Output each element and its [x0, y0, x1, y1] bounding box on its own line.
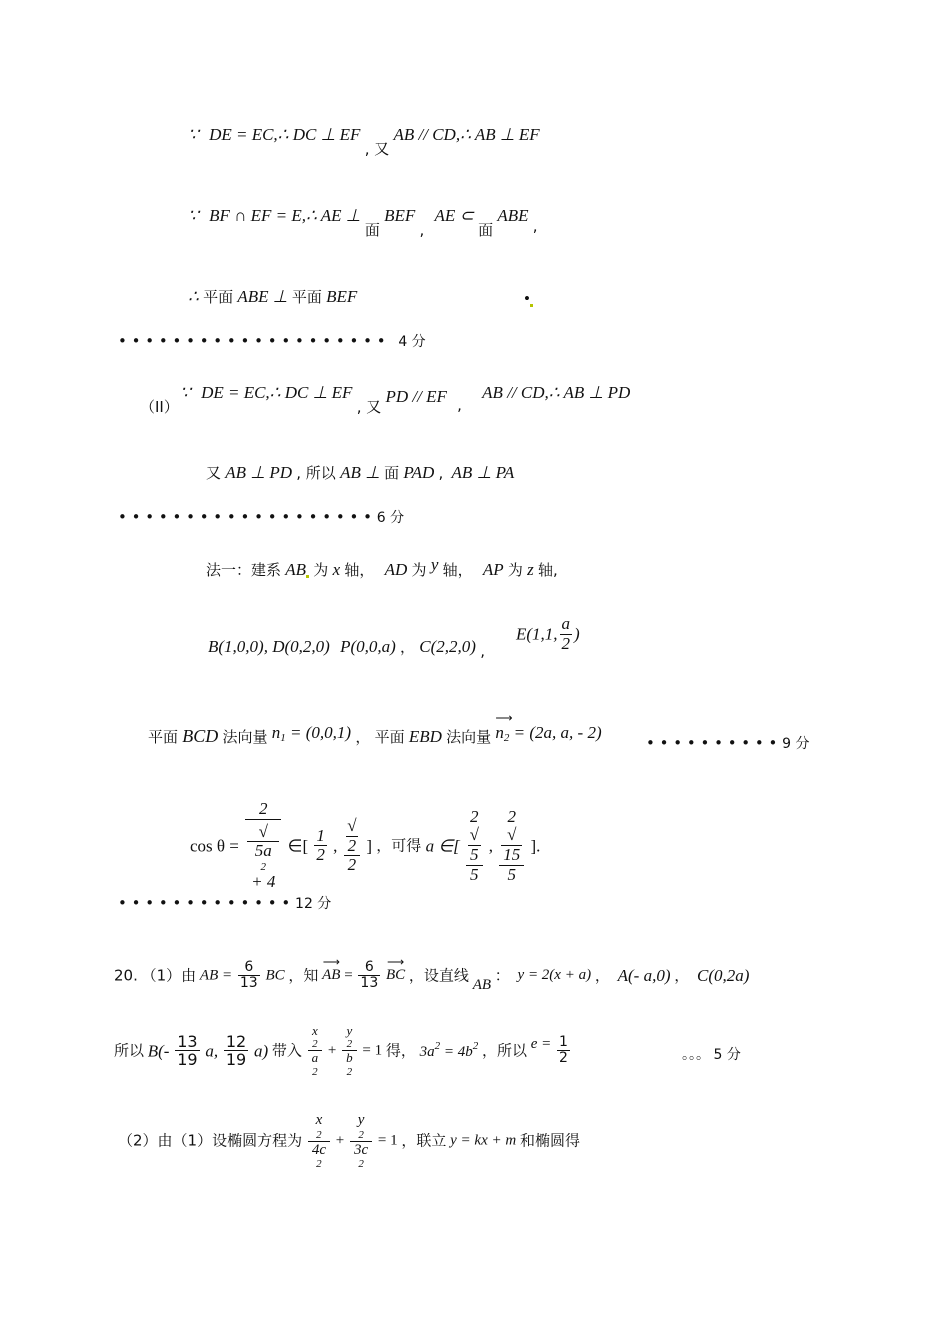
- n2-subscript: 2: [503, 732, 510, 744]
- coef: 2: [507, 806, 516, 826]
- vector-ab: ⟶ AB: [322, 968, 340, 983]
- equals: =: [344, 967, 353, 984]
- normal-n1: [272, 723, 286, 742]
- kede-text: ，可得: [376, 836, 422, 855]
- part-label: （II）: [140, 398, 179, 416]
- axis-word: 轴,: [538, 561, 558, 579]
- plane-name: EBD: [408, 727, 442, 746]
- numerator: √ 2: [344, 817, 361, 856]
- plane-word: 面: [364, 221, 380, 239]
- part2-line: [180, 383, 631, 416]
- denominator: 19: [225, 1050, 247, 1070]
- plane-name: BEF: [384, 206, 416, 225]
- numerator: 2: [245, 800, 281, 820]
- equation: AB ⊥ PA: [451, 463, 515, 482]
- numerator: 13: [177, 1031, 198, 1051]
- shezhi-text: ，设直线: [408, 966, 469, 985]
- point-a: A(- a,0): [617, 966, 671, 986]
- radicand: 15: [503, 844, 521, 864]
- p20-line-3: [118, 1112, 580, 1170]
- coef: 2: [470, 806, 479, 826]
- connector-text: , 又: [364, 140, 390, 158]
- dot-mark: •: [524, 289, 530, 308]
- x-var: x: [315, 1112, 323, 1128]
- x-var: x: [312, 1023, 318, 1038]
- numerator: 1: [559, 1034, 568, 1050]
- b-var: b: [346, 1050, 353, 1066]
- you-word: 又: [206, 464, 222, 482]
- zhi-text: ，知: [288, 966, 319, 985]
- plane-name: PAD: [403, 463, 435, 482]
- rel-right: = 4b: [443, 1044, 473, 1061]
- numerator: 1: [316, 825, 325, 845]
- fraction: [557, 1035, 570, 1067]
- n2-letter: n: [495, 723, 504, 742]
- connector-text: , 所以: [296, 464, 336, 482]
- therefore-symbol: ∴: [188, 287, 199, 306]
- denominator: 3c 2: [353, 1141, 369, 1171]
- because-symbol: ∵: [188, 125, 199, 144]
- wei-word: 为: [313, 561, 329, 579]
- leader-dots: • • • • • • • • • •: [646, 734, 778, 752]
- normal-n2: [495, 724, 509, 744]
- range-high-fraction: [499, 808, 524, 885]
- connector-text: , 又: [356, 398, 382, 416]
- den-b: + 4: [251, 872, 276, 892]
- p20-line-1: [114, 960, 749, 992]
- axis-var: AP: [482, 560, 504, 579]
- score-label: 9 分: [782, 736, 810, 752]
- leader-dots: • • • • • • • • • • • • • • • • • • • •: [118, 332, 386, 350]
- comma: ,: [438, 464, 444, 482]
- numerator: 2 √ 15: [499, 808, 524, 866]
- normal-word: 法向量: [446, 728, 492, 746]
- part2-text: （2）由（1）设椭圆方程为: [118, 1131, 303, 1150]
- n1-value: = (0,0,1): [290, 723, 352, 742]
- a-var: a: [311, 1050, 319, 1066]
- axis-word: 轴，: [442, 561, 473, 579]
- axis-name: y: [430, 555, 439, 574]
- method-line: [206, 555, 558, 579]
- c3-var: 3c: [353, 1141, 369, 1158]
- comma: ,: [419, 221, 425, 239]
- plane-word: 平面: [291, 288, 322, 306]
- equation: AB // CD,∴ AB ⊥ EF: [393, 125, 540, 144]
- equals-one: = 1: [362, 1042, 383, 1059]
- vector-bc: ⟶ BC: [386, 968, 405, 983]
- comma: ,: [333, 836, 338, 856]
- leader-dots: 。。。: [682, 1047, 710, 1063]
- proof-line-1: [188, 125, 540, 158]
- he-text: 和椭圆得: [519, 1131, 580, 1150]
- plus: +: [335, 1132, 345, 1149]
- denominator: 2: [347, 855, 357, 875]
- score-label: 12 分: [295, 896, 332, 912]
- equation: DE = EC,∴ DC ⊥ EF: [201, 383, 353, 402]
- denominator: 5: [507, 864, 516, 884]
- radicand: 5: [470, 844, 479, 864]
- point-p: P(0,0,a): [340, 637, 396, 656]
- comma: ，: [355, 728, 371, 746]
- denominator: 13: [360, 975, 379, 992]
- plus: +: [327, 1042, 337, 1059]
- denominator: 4c 2: [311, 1141, 327, 1171]
- denominator: 13: [239, 975, 258, 992]
- color-mark: [530, 304, 533, 307]
- equation: AB ⊥: [340, 463, 380, 482]
- bc: BC: [265, 967, 285, 984]
- denominator: 5: [470, 864, 479, 884]
- plane-word: 平面: [203, 288, 234, 306]
- equation: DE = EC,∴ DC ⊥ EF: [209, 125, 361, 144]
- equation: BF ∩ EF = E,∴ AE ⊥: [209, 206, 361, 225]
- a-in: a ∈[: [425, 836, 460, 856]
- denominator: 2: [561, 633, 571, 653]
- equals-one: = 1: [377, 1132, 398, 1149]
- fraction: [308, 1112, 330, 1170]
- fraction: [224, 1033, 248, 1069]
- point-c: C(0,2a): [697, 966, 750, 986]
- radicand: [247, 841, 279, 891]
- equation: AE ⊂: [434, 206, 474, 225]
- stray-dot: [524, 290, 533, 307]
- y-var: y: [357, 1112, 365, 1128]
- fraction: [350, 1112, 372, 1170]
- plane-word: 面: [384, 464, 400, 482]
- denominator: b 2: [346, 1050, 353, 1078]
- equation: AB ⊥ PD: [225, 463, 293, 482]
- c4-var: 4c: [311, 1141, 327, 1158]
- numerator: 2 √ 5: [466, 808, 483, 866]
- problem-number: 20.: [114, 966, 138, 985]
- comma: ，: [400, 638, 416, 656]
- cos-fraction: [245, 800, 281, 892]
- axis-name: x: [332, 560, 341, 579]
- part2-label: [140, 398, 179, 415]
- fraction: [342, 1024, 357, 1078]
- de-text: 得，: [385, 1041, 416, 1060]
- score-label: 4 分: [398, 334, 426, 350]
- point-e-open: E(1,1,: [516, 624, 558, 644]
- wei-word: 为: [507, 561, 523, 579]
- because-symbol: ∵: [180, 383, 191, 402]
- separator: ，: [594, 966, 610, 985]
- point-c: C(2,2,0): [419, 637, 476, 656]
- score-5-line: [682, 1048, 741, 1063]
- equation: AB // CD,∴ AB ⊥ PD: [482, 383, 631, 402]
- score-12-line: [118, 893, 331, 913]
- score-label: 5 分: [713, 1047, 741, 1063]
- den-a: 5a: [254, 841, 272, 861]
- axis-var: AB: [285, 560, 307, 579]
- numerator: y 2: [342, 1024, 357, 1051]
- normal-word: 法向量: [222, 728, 268, 746]
- end-bracket: ].: [530, 836, 541, 856]
- numerator: y 2: [350, 1112, 372, 1142]
- colon: ：: [494, 966, 510, 985]
- point-e-close: ): [574, 624, 580, 644]
- comma: ,: [457, 396, 462, 414]
- point-e: [516, 615, 580, 653]
- score-9-line: [646, 733, 810, 753]
- point-b-mid: a,: [205, 1041, 219, 1061]
- fraction: [358, 960, 380, 992]
- p20-line-2: [114, 1024, 572, 1078]
- numerator: x 2: [308, 1024, 323, 1051]
- because-symbol: ∵: [188, 206, 199, 225]
- plane-word: 平面: [374, 728, 405, 746]
- numerator: x 2: [308, 1112, 330, 1142]
- numerator: 6: [358, 960, 380, 976]
- axis-var: AD: [384, 560, 408, 579]
- denominator: 2: [559, 1050, 568, 1067]
- range-low-fraction: [466, 808, 483, 885]
- points-bd: B(1,0,0), D(0,2,0): [208, 637, 330, 656]
- coords-line: [208, 637, 485, 660]
- leader-dots: • • • • • • • • • • • • • • • • • • •: [118, 508, 372, 526]
- close-bracket: ]: [366, 836, 373, 856]
- ab-eq: AB =: [199, 967, 233, 984]
- suoyi-text: 所以: [114, 1041, 145, 1060]
- relation: $3a^2 = 4b^2$: [419, 1040, 479, 1061]
- y-var: y: [346, 1023, 353, 1038]
- point-b-open: B(-: [147, 1041, 170, 1061]
- plane-word: 平面: [148, 728, 179, 746]
- axis-word: 轴，: [344, 561, 375, 579]
- equation: ABE ⊥: [237, 287, 288, 306]
- line-equation: y = 2(x + a): [517, 967, 592, 984]
- plane-name: BCD: [182, 726, 219, 746]
- axis-name: z: [527, 560, 534, 579]
- score-6-line: [118, 507, 404, 527]
- numerator: a: [561, 614, 571, 633]
- proof-line-2: [188, 206, 538, 239]
- denominator: 2: [316, 845, 325, 865]
- n1-letter: n: [271, 723, 281, 742]
- in-bracket: ∈[: [287, 836, 309, 856]
- comma: ,: [488, 836, 493, 856]
- denominator: 19: [177, 1050, 198, 1070]
- normals-line: [148, 723, 602, 748]
- cos-line: [190, 800, 540, 892]
- plane-name: BEF: [326, 287, 358, 306]
- rel-left: 3a: [419, 1044, 435, 1061]
- lianli-text: ，联立: [401, 1131, 447, 1150]
- dairu-text: 带入: [271, 1041, 302, 1060]
- denominator: √ 5a 2 + 4: [245, 820, 281, 892]
- proof-line-5: [206, 464, 514, 481]
- part-label: （1）由: [141, 966, 197, 985]
- plane-name: ABE: [497, 206, 529, 225]
- score-label: 6 分: [376, 510, 405, 526]
- cos-lhs: cos θ =: [190, 836, 239, 856]
- n1-subscript: 1: [280, 732, 286, 744]
- fraction: [175, 1033, 199, 1069]
- separator: ，: [674, 966, 690, 985]
- method-text: 法一：建系: [206, 561, 282, 579]
- eccentricity: e =: [530, 1036, 552, 1053]
- leader-dots: • • • • • • • • • • • • •: [118, 894, 291, 912]
- fraction: [308, 1024, 323, 1078]
- suoyi2-text: ，所以: [481, 1041, 527, 1060]
- comma: ,: [532, 217, 538, 235]
- n2-value: = (2a, a, - 2): [513, 723, 602, 742]
- wei-word: 为: [411, 561, 427, 579]
- point-b-close: a): [253, 1041, 269, 1061]
- comma: ,: [480, 642, 485, 660]
- score-4-line: [118, 331, 426, 351]
- exponent: 2: [260, 861, 267, 874]
- radicand: 2: [347, 835, 357, 855]
- equation: PD // EF: [385, 387, 447, 406]
- half-fraction: [314, 827, 327, 865]
- color-mark: [306, 575, 309, 578]
- numerator: 12: [225, 1031, 247, 1051]
- numerator: 6: [238, 960, 260, 976]
- line-equation: y = kx + m: [450, 1132, 517, 1149]
- proof-line-3: [188, 288, 357, 305]
- denominator: a 2: [311, 1050, 319, 1078]
- plane-word: 面: [478, 221, 494, 239]
- fraction: [238, 960, 260, 992]
- fraction: [560, 615, 573, 653]
- line-ab: AB: [472, 977, 492, 994]
- root2-fraction: [344, 817, 361, 875]
